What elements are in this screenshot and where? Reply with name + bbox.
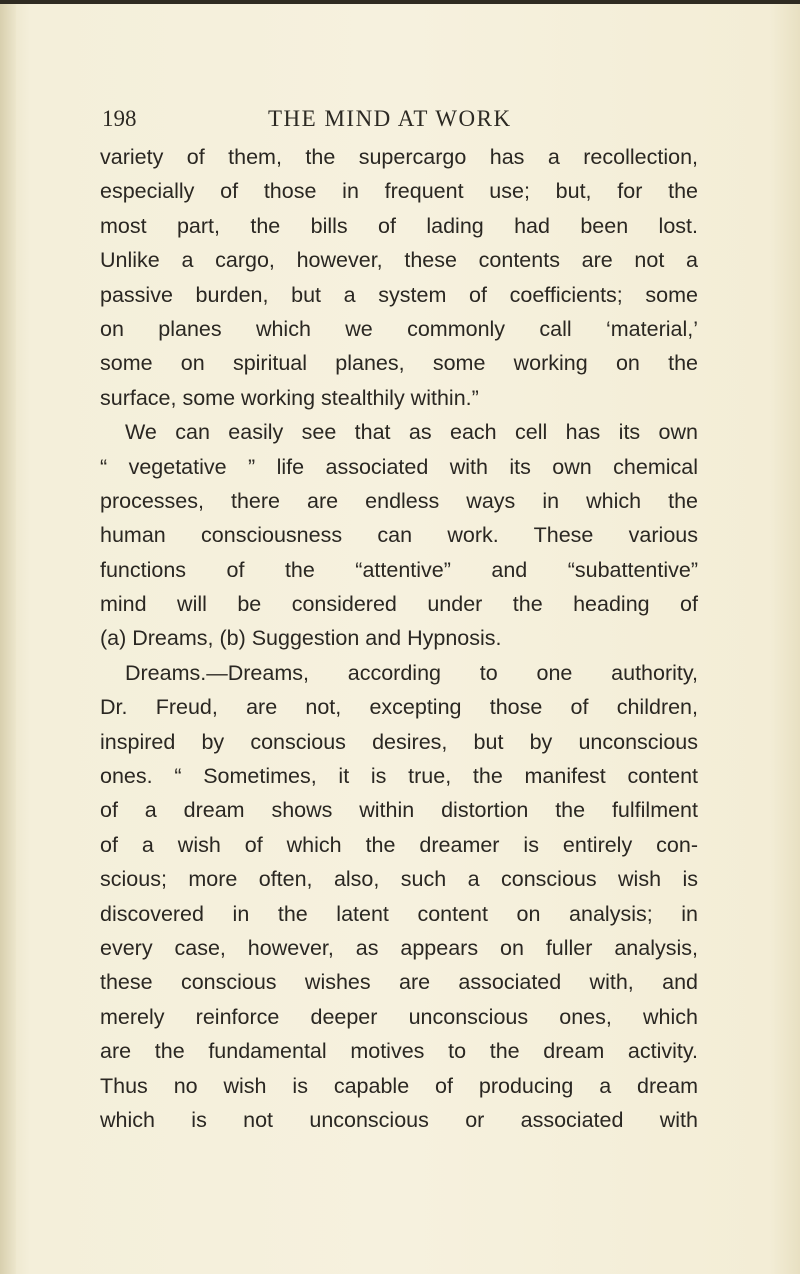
text-line: functions of the “attentive” and “subattentive”: [100, 557, 698, 582]
text-line: (a) Dreams, (b) Suggestion and Hypnosis.: [100, 626, 502, 651]
running-head: THE MIND AT WORK: [268, 106, 512, 131]
text-line: Dr. Freud, are not, excepting those of children,: [100, 695, 698, 720]
text-line: these conscious wishes are associated with, and: [100, 970, 698, 995]
text-line: variety of them, the supercargo has a recollection,: [100, 145, 698, 169]
page-left-edge: [0, 0, 16, 1274]
text-line: surface, some working stealthily within.”: [100, 385, 479, 410]
text-line: inspired by conscious desires, but by unconscious: [100, 729, 698, 754]
text-line: of a dream shows within distortion the fulfilment: [100, 798, 698, 823]
text-line: passive burden, but a system of coefficients; some: [100, 282, 698, 307]
text-line: Dreams.—Dreams, according to one authority,: [125, 660, 698, 685]
text-line: Unlike a cargo, however, these contents are not a: [100, 248, 698, 273]
body-text: [100, 140, 698, 1137]
page-top-edge: [0, 0, 800, 4]
text-line: most part, the bills of lading had been lost.: [100, 213, 698, 238]
page-number: 198: [102, 106, 137, 131]
text-line: Thus no wish is capable of producing a dream: [100, 1073, 698, 1098]
text-line: especially of those in frequent use; but, for the: [100, 179, 698, 204]
text-line: scious; more often, also, such a conscious wish is: [100, 867, 698, 892]
text-line: We can easily see that as each cell has its own: [125, 420, 698, 445]
text-line: ones. “ Sometimes, it is true, the manifest content: [100, 764, 698, 789]
text-line: discovered in the latent content on analysis; in: [100, 901, 698, 926]
text-line: of a wish of which the dreamer is entirely con-: [100, 832, 698, 857]
page-header: [100, 106, 700, 136]
text-line: every case, however, as appears on fuller analysis,: [100, 935, 698, 960]
text-line: processes, there are endless ways in which the: [100, 488, 698, 513]
text-line: are the fundamental motives to the dream activity.: [100, 1039, 698, 1064]
text-line: mind will be considered under the heading of: [100, 592, 698, 617]
text-line: some on spiritual planes, some working on the: [100, 351, 698, 376]
text-line: “ vegetative ” life associated with its own chemical: [100, 454, 698, 479]
text-line: merely reinforce deeper unconscious ones, which: [100, 1004, 698, 1029]
text-line: which is not unconscious or associated with: [100, 1107, 698, 1132]
text-line: human consciousness can work. These various: [100, 523, 698, 548]
text-line: on planes which we commonly call ‘material,’: [100, 316, 698, 341]
